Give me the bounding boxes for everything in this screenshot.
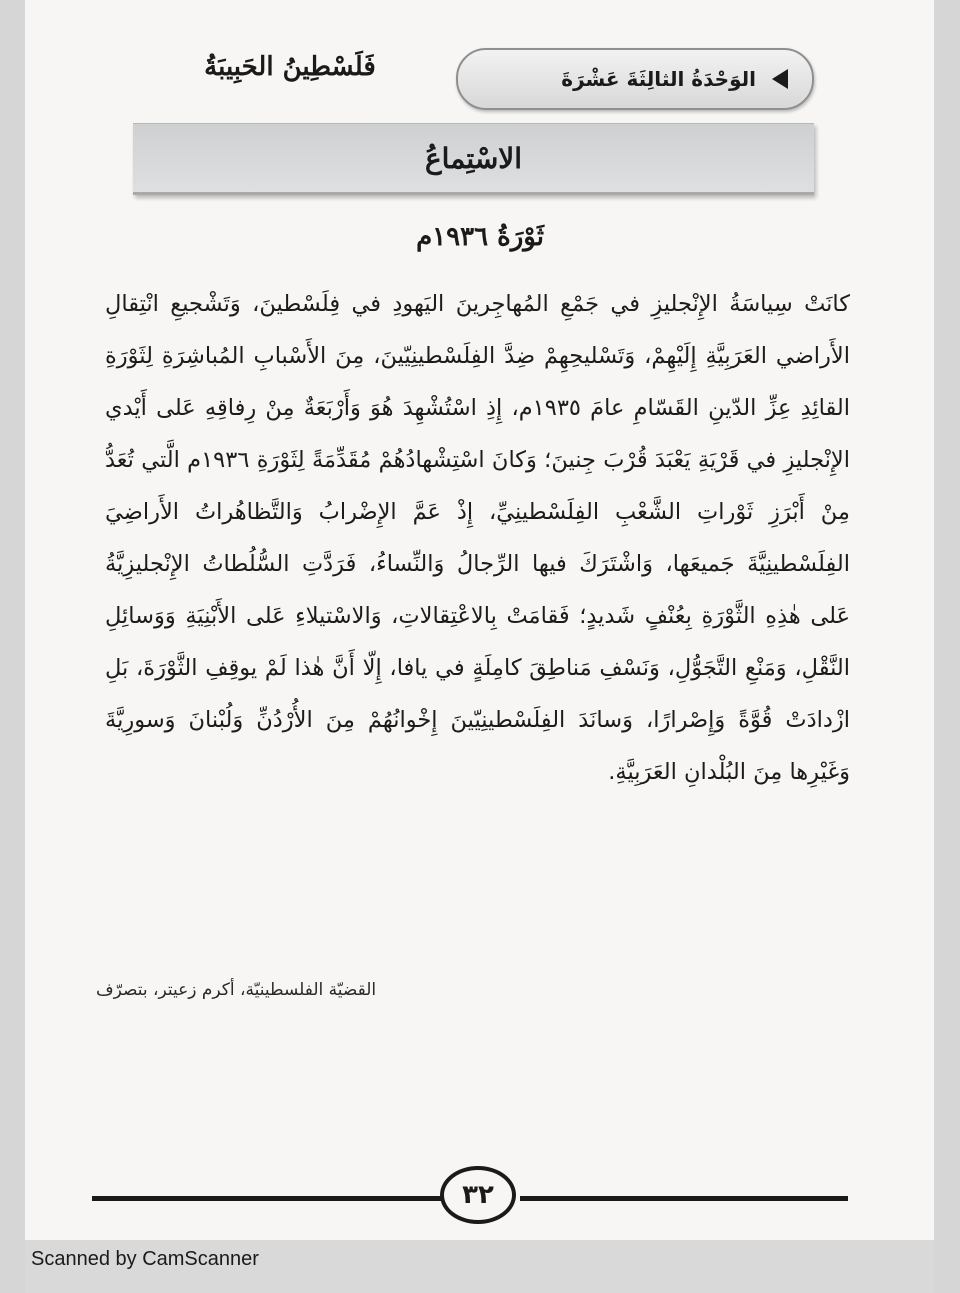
story-title: ثَوْرَةُ ١٩٣٦م xyxy=(416,222,544,252)
scanner-watermark: Scanned by CamScanner xyxy=(31,1248,259,1270)
footer-rule-left xyxy=(92,1196,442,1201)
story-paragraph: كانَتْ سِياسَةُ الإِنْجليزِ في جَمْعِ المُهاجِرينَ اليَهودِ في فِلَسْطينَ، وَتَشْجيعِ انْتِقالِ الأَراضي العَرَبِيَّةِ إِلَيْهِمْ، وَتَسْليحِهِمْ ضِدَّ الفِلَسْطينِيّينَ، مِنَ الأَسْبابِ المُباشِرَةِ لِثَوْرَةِ القائِدِ عِزِّ الدّينِ القَسّامِ عامَ ١٩٣٥م، إِذِ اسْتُشْهِدَ هُوَ وَأَرْبَعَةٌ مِنْ رِفاقِهِ عَلى أَيْدي الإِنْجليزِ في قَرْيَةِ يَعْبَدَ قُرْبَ جِنينَ؛ وَكانَ اسْتِشْهادُهُمْ مُقَدِّمَةً لِثَوْرَةِ ١٩٣٦م الَّتي تُعَدُّ مِنْ أَبْرَزِ ثَوْراتِ الشَّعْبِ الفِلَسْطينِيِّ، إِذْ عَمَّ الإِضْرابُ وَالتَّظاهُراتُ الأَراضِيَ الفِلَسْطينِيَّةَ جَميعَها، وَاشْتَرَكَ فيها الرِّجالُ وَالنِّساءُ، فَرَدَّتِ السُّلُطاتُ الإِنْجليزِيَّةُ عَلى هٰذِهِ الثَّوْرَةِ بِعُنْفٍ شَديدٍ؛ فَقامَتْ بِالاعْتِقالاتِ، وَالاسْتيلاءِ عَلى الأَبْنِيَةِ وَوَسائِلِ النَّقْلِ، وَمَنْعِ التَّجَوُّلِ، وَنَسْفِ مَناطِقَ كامِلَةٍ في يافا، إِلّا أَنَّ هٰذا لَمْ يوقِفِ الثَّوْرَةَ، بَلِ ازْدادَتْ قُوَّةً وَإِصْرارًا، وَسانَدَ الفِلَسْطينِيّينَ إِخْوانُهُمْ مِنَ الأُرْدُنِّ وَلُبْنانَ وَسورِيَّةَ وَغَيْرِها مِنَ البُلْدانِ العَرَبِيَّةِ. xyxy=(105,291,850,785)
section-banner xyxy=(133,123,814,195)
scan-border-right xyxy=(934,0,960,1293)
scan-border-left xyxy=(0,0,25,1293)
footer-rule-right xyxy=(520,1196,848,1201)
source-citation: القضيّة الفلسطينيّة، أكرم زعيتر، بتصرّف xyxy=(96,980,377,1000)
section-title: الاسْتِماعُ xyxy=(424,141,523,175)
unit-title: فَلَسْطِينُ الحَبِيبَةُ xyxy=(204,52,376,82)
play-icon xyxy=(772,69,788,89)
page-number: ٣٢ xyxy=(440,1166,516,1224)
unit-label: الوَحْدَةُ الثالِثَةَ عَشْرَةَ xyxy=(561,67,756,91)
unit-banner xyxy=(456,48,814,110)
